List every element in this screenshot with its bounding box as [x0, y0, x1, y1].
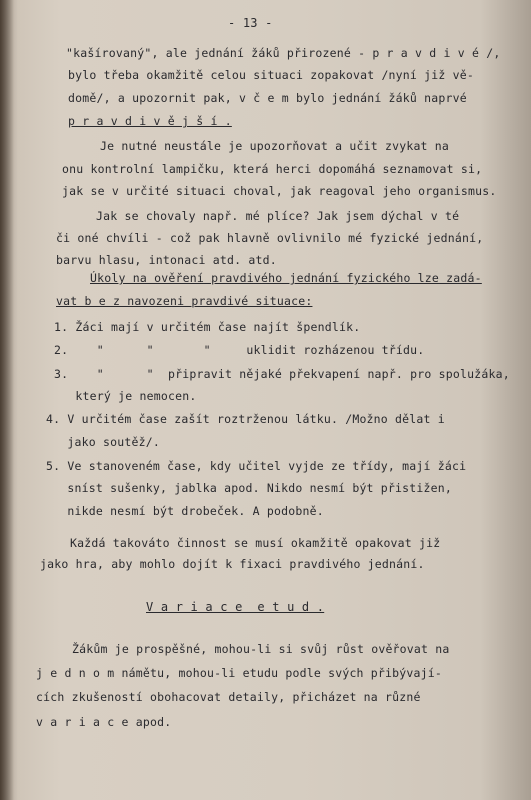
text-line: Je nutné neustále je upozorňovat a učit zvykat na: [100, 139, 450, 153]
text-line: Každá takováto činnost se musí okamžitě opakovat již: [70, 536, 441, 550]
list-item: který je nemocen.: [54, 389, 197, 403]
text-line: Žákům je prospěšné, mohou-li si svůj růst ověřovat na: [72, 642, 450, 656]
list-item: 5. Ve stanoveném čase, kdy učitel vyjde ze třídy, mají žáci: [46, 459, 467, 473]
text-line: Úkoly na ověření pravdivého jednání fyzického lze zadá-: [90, 271, 482, 285]
text-line: či oné chvíli - což pak hlavně ovlivnilo mé fyzické jednání,: [56, 231, 484, 245]
list-item: nikde nesmí být drobeček. A podobně.: [46, 504, 324, 518]
text-line: Jak se chovaly např. mé plíce? Jak jsem dýchal v té: [96, 209, 460, 223]
text-line: jako hra, aby mohlo dojít k fixaci pravdivého jednání.: [40, 557, 425, 571]
text-line: cích zkušeností obohacovat detaily, přicházet na různé: [36, 690, 421, 704]
text-line: barvu hlasu, intonaci atd. atd.: [56, 253, 277, 267]
list-item: 4. V určitém čase zašít roztrženou látku. /Možno dělat i: [46, 412, 445, 426]
text-line: jak se v určité situaci choval, jak reagoval jeho organismus.: [62, 184, 497, 198]
text-line: v a r i a c e apod.: [36, 715, 172, 729]
text-line: j e d n o m námětu, mohou-li etudu podle svých přibývají-: [36, 666, 443, 680]
list-item: jako soutěž/.: [46, 435, 160, 449]
list-item: 1. Žáci mají v určitém čase najít špendlík.: [54, 320, 361, 334]
text-line: onu kontrolní lampičku, která herci dopomáhá seznamovat si,: [62, 162, 483, 176]
text-line: domě/, a upozornit pak, v č e m bylo jednání žáků naprvé: [68, 91, 467, 105]
list-item: 3. " " připravit nějaké překvapení např. pro spolužáka,: [54, 367, 510, 381]
section-heading: V a r i a c e e t u d .: [146, 600, 325, 614]
list-item: sníst sušenky, jablka apod. Nikdo nesmí být přistižen,: [46, 481, 453, 495]
text-line: "kašírovaný", ale jednání žáků přirozené - p r a v d i v é /,: [66, 46, 501, 60]
text-line: p r a v d i v ě j š í .: [68, 114, 232, 128]
text-line: bylo třeba okamžitě celou situaci zopakovat /nyní již vě-: [68, 68, 475, 82]
text-line: vat b e z navozeni pravdivé situace:: [56, 294, 313, 308]
list-item: 2. " " " uklidit rozházenou třídu.: [54, 343, 425, 357]
binding-shadow: [0, 0, 14, 800]
page-number: - 13 -: [228, 16, 273, 30]
